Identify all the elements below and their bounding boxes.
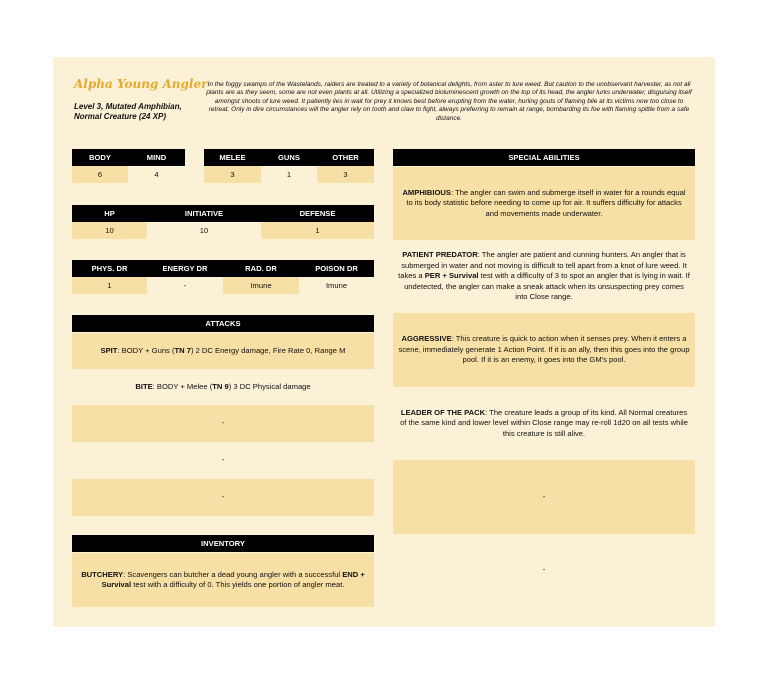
- inventory-text: test with a difficulty of 0. This yields one portion of angler meat.: [131, 580, 345, 589]
- ability-name: PATIENT PREDATOR: [402, 250, 478, 260]
- inventory-header: INVENTORY: [72, 535, 374, 552]
- ability-bold: PER + Survival: [424, 271, 479, 281]
- value-body: 6: [72, 166, 128, 183]
- ability-name: AGGRESSIVE: [401, 334, 452, 344]
- value-defense: 1: [261, 222, 374, 239]
- value-mind: 4: [154, 170, 159, 179]
- ability-text: test with a difficulty of 3 to spot an angler that is lying in wait. If undetected, the angler can make a sneak attack when its unsuspecting prey comes into Close range.: [404, 271, 690, 302]
- header-hp: HP: [72, 205, 147, 222]
- attack-name: BITE: [135, 381, 153, 391]
- ability-patient-predator: [393, 240, 695, 313]
- ability-name: AMPHIBIOUS: [402, 187, 451, 197]
- value-melee: 3: [204, 166, 261, 183]
- attack-empty-row: -: [72, 405, 374, 442]
- header-rad-dr: RAD. DR: [223, 260, 299, 277]
- ability-aggressive: [393, 313, 695, 387]
- attack-bite: [72, 369, 374, 405]
- ability-leader-of-the-pack: [393, 387, 695, 460]
- attack-tn: TN 7: [174, 345, 191, 355]
- value-poison-dr: Imune: [325, 281, 348, 290]
- header-body: BODY: [72, 149, 128, 166]
- value-initiative: 10: [199, 226, 209, 235]
- header-initiative: INITIATIVE: [147, 205, 261, 222]
- inventory-bold: END + Survival: [101, 569, 365, 589]
- attack-tn: TN 9: [212, 381, 229, 391]
- header-defense: DEFENSE: [261, 205, 374, 222]
- header-energy-dr: ENERGY DR: [147, 260, 223, 277]
- ability-text: : The creature leads a group of its kind. All Normal creatures of the same kind and lower level within Close range may re-roll 1d20 on all tests while this creature is still alive.: [400, 407, 688, 438]
- special-abilities-header: SPECIAL ABILITIES: [393, 149, 695, 166]
- attack-text: ) 2 DC Energy damage, Fire Rate 0, Range M: [190, 345, 346, 355]
- header-other: OTHER: [317, 149, 374, 166]
- value-hp: 10: [72, 222, 147, 239]
- attack-text: : BODY + Guns (: [117, 345, 175, 355]
- inventory-name: BUTCHERY: [81, 569, 124, 579]
- ability-text: : This creature is quick to action when it senses prey. When it enters a scene, immediately generate 1 Action Point. If it is an ally, then this goes into the group pool. If it is an enemy, it goes into the GM's pool.: [398, 334, 690, 365]
- value-energy-dr: -: [183, 281, 187, 290]
- ability-empty-row: -: [542, 565, 546, 575]
- ability-text: : The angler can swim and submerge itself in water for a rounds equal to its body statistic before needing to come up for air. It suffers difficulty for attacks and movements made underwater.: [406, 187, 686, 218]
- value-rad-dr: Imune: [223, 277, 299, 294]
- attack-text: : BODY + Melee (: [152, 381, 213, 391]
- header-melee: MELEE: [204, 149, 261, 166]
- ability-amphibious: [393, 167, 695, 240]
- creature-description: In the foggy swamps of the Wastelands, raiders are treated to a variety of botanical delights, from aster to lure weed. But caution to the unobservant harvester, as not all plants are as they seem, some are not even plants at all. Utilizing a specialized bioluminescent growth on the top of its head, the angler lurks underwater, disguising itself amongst shoots of lure weed. It patiently lies in wait for prey it knows best before erupting from the water, hurling gouts of flaming bile at its victims now too close to retreat. Only in dire circumstances will the angler rely on tooth and claw to fight, always preferring to remain at range, bombarding its foe with flaming spittle from a safe distance.: [206, 81, 692, 122]
- value-other: 3: [317, 166, 374, 183]
- attacks-header: ATTACKS: [72, 315, 374, 332]
- header-phys-dr: PHYS. DR: [72, 260, 147, 277]
- header-poison-dr: POISON DR: [299, 260, 374, 277]
- ability-empty-row: -: [393, 460, 695, 534]
- ability-name: LEADER OF THE PACK: [400, 407, 486, 417]
- attack-text: ) 3 DC Physical damage: [228, 381, 311, 391]
- ability-text: : The angler are patient and cunning hunters. An angler that is submerged in water and not moving is difficult to tell apart from a knot of lure weed. It takes a: [398, 250, 687, 281]
- value-guns: 1: [286, 170, 292, 179]
- header-mind: MIND: [128, 149, 185, 166]
- inventory-text: : Scavengers can butcher a dead young angler with a successful: [123, 569, 343, 579]
- attack-empty-row: -: [72, 479, 374, 516]
- creature-name: Alpha Young Angler: [74, 77, 208, 91]
- attack-name: SPIT: [100, 345, 118, 355]
- header-guns: GUNS: [261, 149, 317, 166]
- value-phys-dr: 1: [72, 277, 147, 294]
- inventory-butchery: [72, 553, 374, 607]
- creature-level: Level 3, Mutated Amphibian, Normal Creature (24 XP): [74, 102, 182, 121]
- attack-empty-row: -: [221, 455, 225, 465]
- attack-spit: [72, 333, 374, 369]
